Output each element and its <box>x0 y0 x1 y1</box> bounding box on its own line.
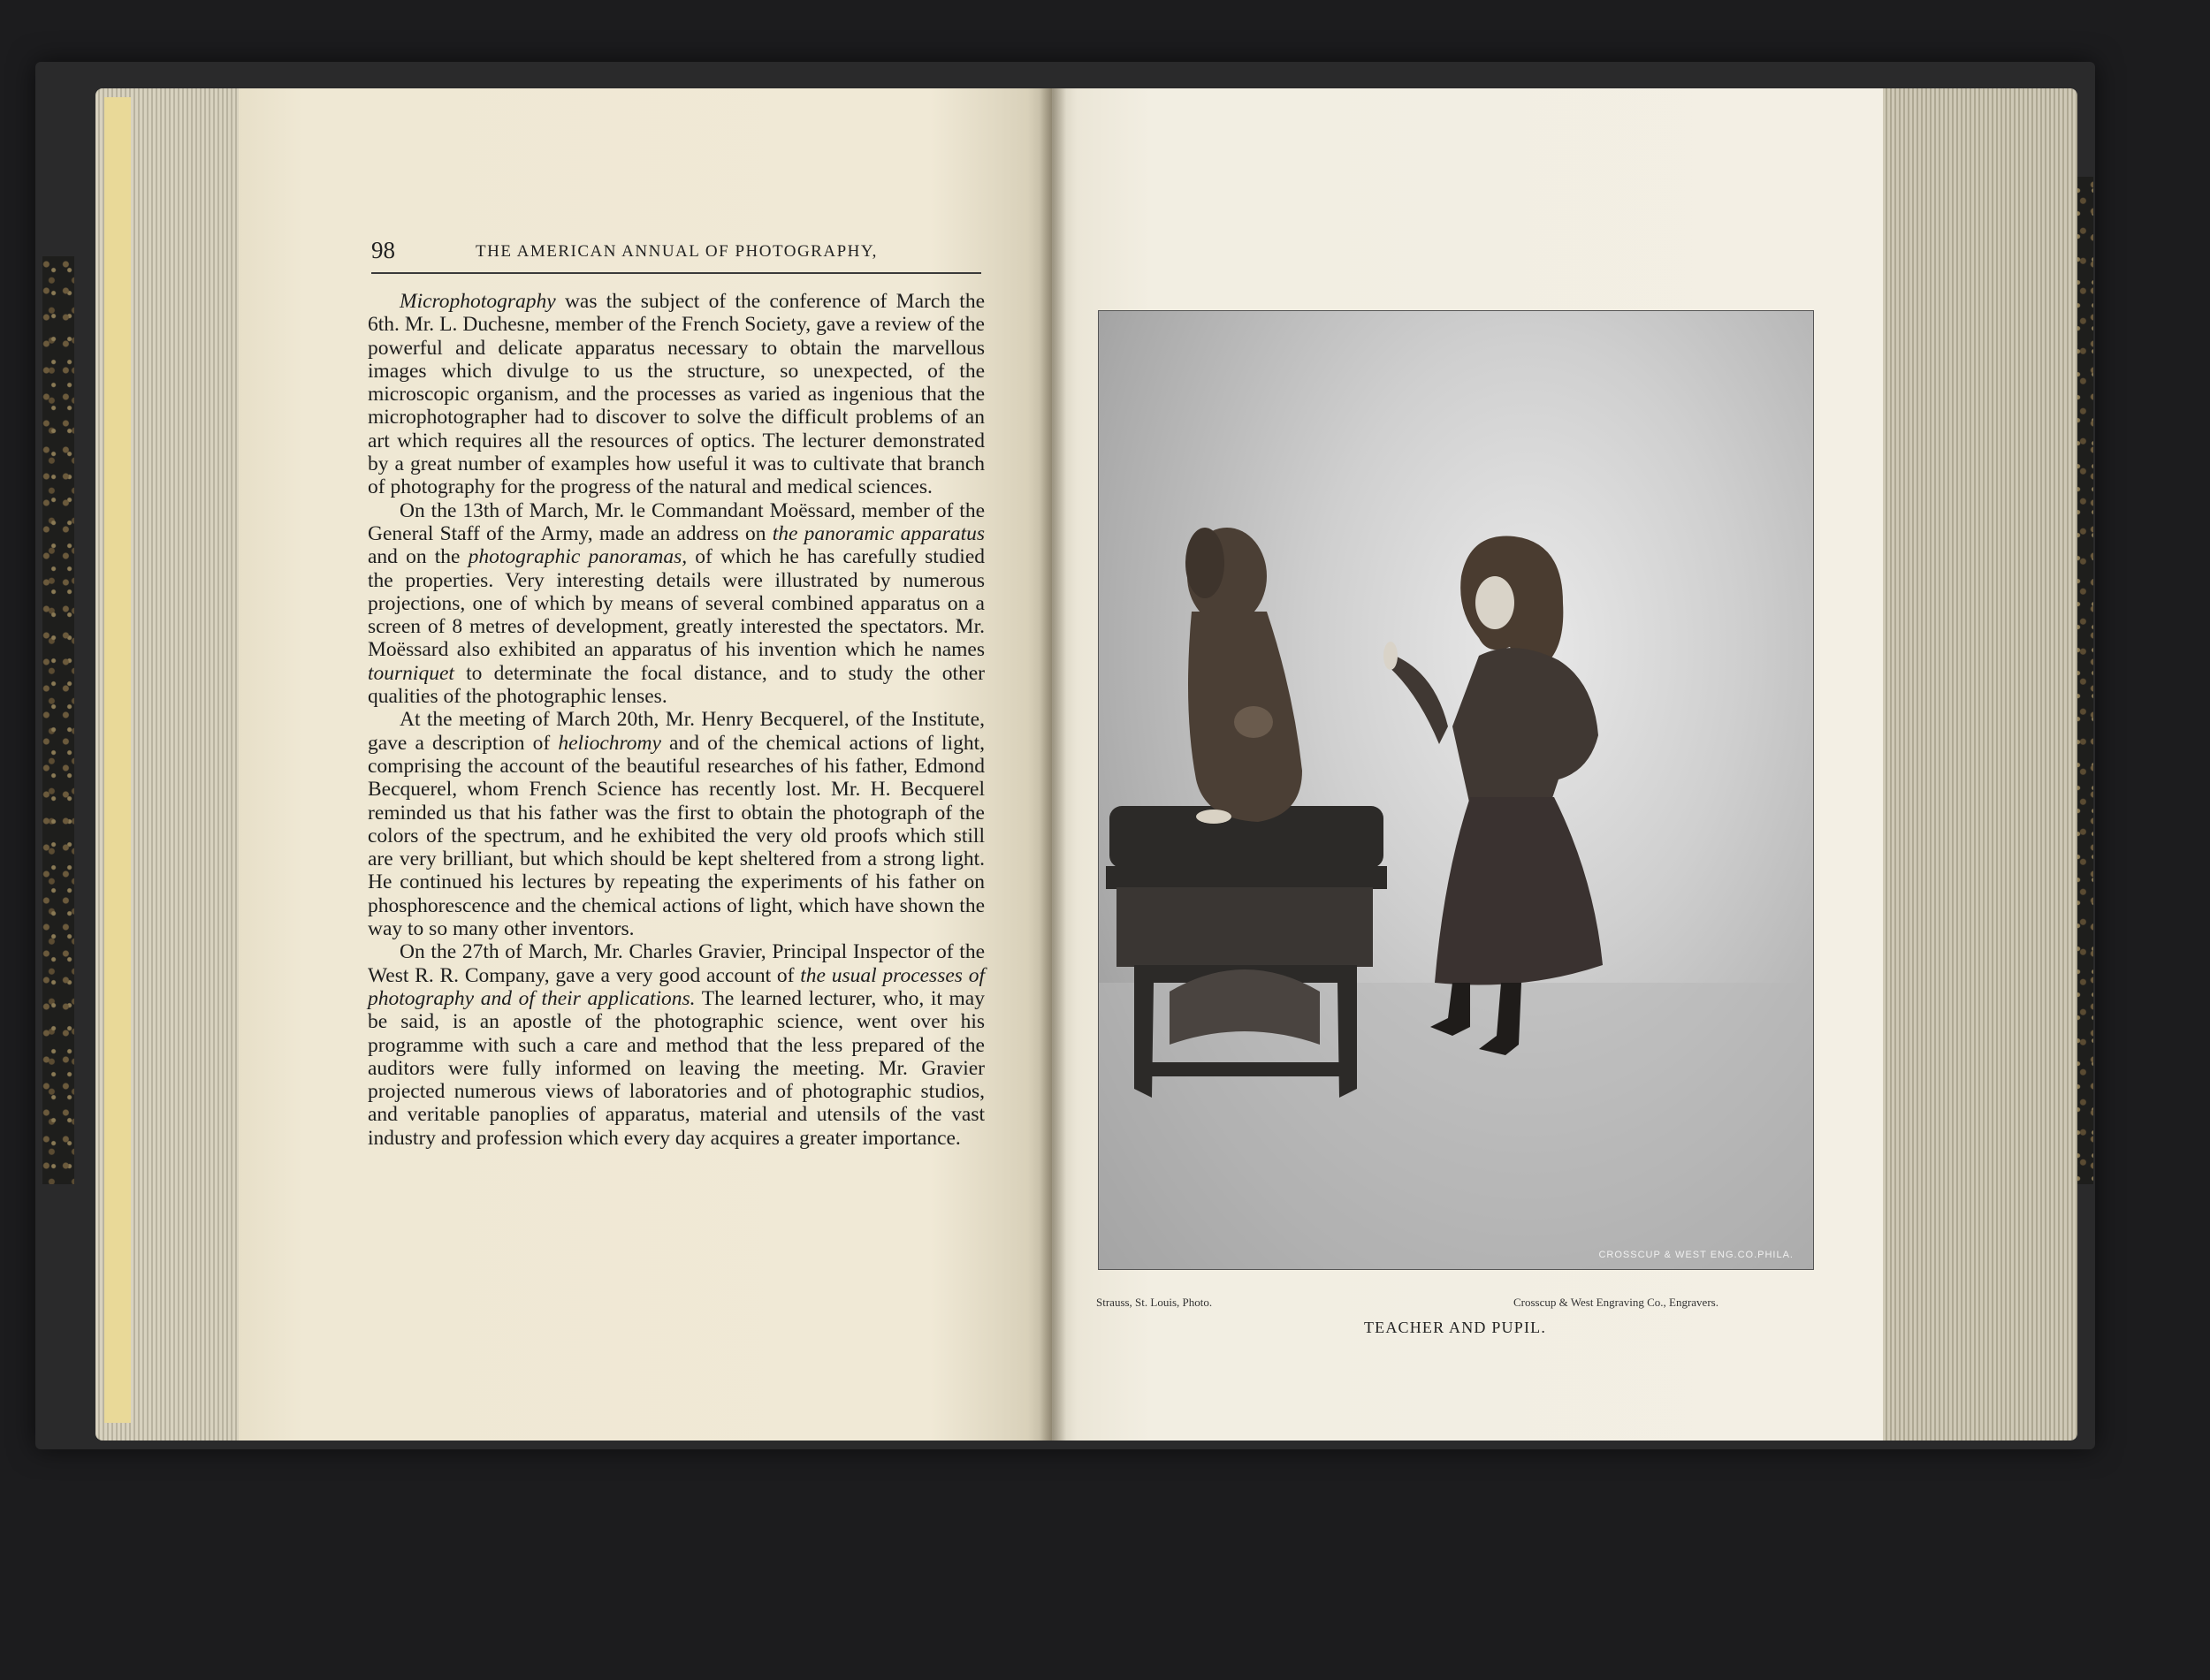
dog-figure <box>1185 528 1302 824</box>
girl-raised-finger <box>1383 642 1398 670</box>
paragraph-becquerel: At the meeting of March 20th, Mr. Henry Becquerel, of the Institute, gave a description of heliochromy and of the chemical actions of light, comprising the account of the beautiful researches of his father, Edmond Becquerel, whom French Science has recently lost. Mr. H. Becquerel reminded us that his father was the first to obtain the photograph of the colors of the spectrum, and he exhibited the very old proofs which still are very brilliant, but which should be kept sheltered from a strong light. He continued his lectures by repeating the experiments of his father on phosphorescence and the chemical actions of light, which have shown the way to so many other inventors. <box>368 708 985 941</box>
stool-apron <box>1116 887 1373 967</box>
stool-rim <box>1106 866 1387 889</box>
plate-caption: TEACHER AND PUPIL. <box>1363 1319 1547 1336</box>
page-edge-strip <box>104 97 131 1423</box>
plate-photograph <box>1098 310 1814 1270</box>
page-edges-right <box>1883 88 2077 1441</box>
dog-ear <box>1185 528 1224 598</box>
plate-engraver-mark: CROSSCUP & WEST ENG.CO.PHILA. <box>1598 1250 1794 1260</box>
engraver-credit: Crosscup & West Engraving Co., Engravers. <box>1513 1296 1718 1309</box>
paragraph-microphotography: Microphotography was the subject of the conference of March the 6th. Mr. L. Duchesne, member of the French Society, gave a review of the powerful and delicate apparatus necessary to obtain the marvellous images which divulge to us the structure, so unexpected, of the microscopic organism, and the processes as varied as ingenious that the microphotographer had to discover to solve the difficult problems of an art which requires all the resources of optics. The lecturer demonstrated by a great number of examples how useful it was to cultivate that branch of photography for the progress of the natural and medical sciences. <box>368 290 985 499</box>
running-head <box>371 237 981 274</box>
page-number: 98 <box>371 237 395 263</box>
girl-figure <box>1383 536 1603 1055</box>
paragraph-moessard: On the 13th of March, Mr. le Commandant Moëssard, member of the General Staff of the Army, made an address on the panoramic apparatus and on the photographic panoramas, of which he has carefully studied the properties. Very interesting details were illustrated by numerous projections, one of which by means of several combined apparatus on a screen of 8 metres of development, greatly interested the spectators. Mr. Moëssard also exhibited an apparatus of his invention which he names tourniquet to determinate the focal distance, and to study the other qualities of the photographic lenses. <box>368 498 985 709</box>
dog-paws <box>1234 706 1273 738</box>
article-body <box>368 290 985 1150</box>
girl-face <box>1475 576 1514 629</box>
paragraph-gravier: On the 27th of March, Mr. Charles Gravier, Principal Inspector of the West R. R. Company, gave a very good account of the usual processes of photography and of their applications. The learned lecturer, who, it may be said, is an apostle of the photographic science, went over his programme with such a care and method that the less prepared of the auditors were fully informed on leaving the meeting. Mr. Gravier projected numerous views of laboratories and of photographic studios, and veritable panoplies of apparatus, material and utensils of the vast industry and profession which every day acquires a greater importance. <box>368 940 985 1150</box>
photographer-credit: Strauss, St. Louis, Photo. <box>1096 1296 1213 1309</box>
girl-skirt <box>1435 797 1603 985</box>
girl-blouse <box>1452 648 1598 806</box>
dog-foot <box>1196 810 1231 824</box>
marbled-board-left <box>42 256 74 1184</box>
running-head-title: THE AMERICAN ANNUAL OF PHOTOGRAPHY, <box>476 242 878 261</box>
book-gutter <box>1040 88 1066 1441</box>
stool-stretcher <box>1134 1062 1357 1076</box>
photo-illustration <box>1099 311 1813 1269</box>
girl-arm <box>1386 656 1448 744</box>
